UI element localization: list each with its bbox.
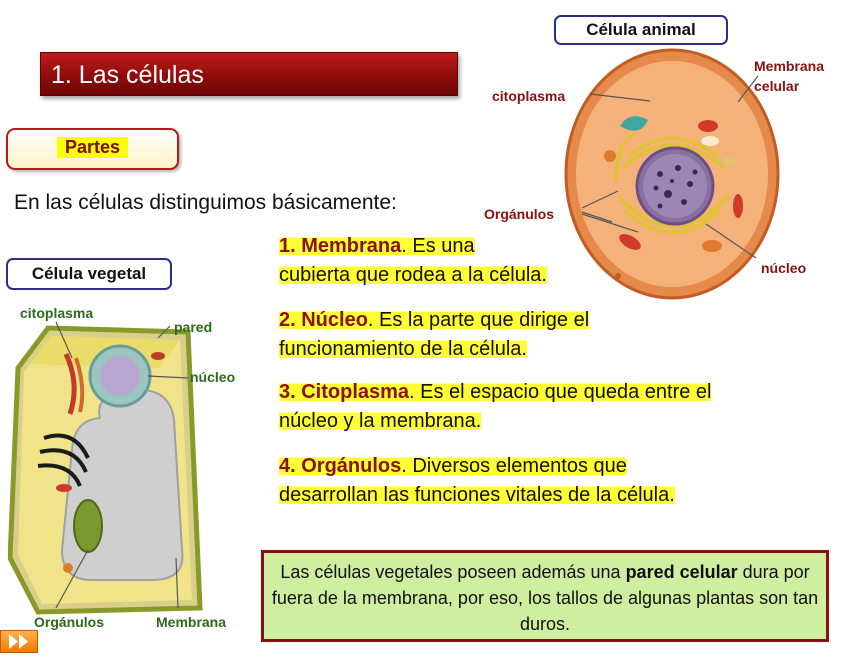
animal-nucleo-label: núcleo [761, 260, 807, 276]
item-organulos [279, 452, 675, 510]
animal-cell-label: Célula animal [554, 15, 728, 45]
next-slide-button[interactable] [0, 630, 38, 653]
next-arrow-icon [1, 631, 37, 652]
item-text: núcleo y la membrana. [279, 410, 482, 432]
plant-nucleo-label: núcleo [190, 369, 236, 385]
plant-organulos-label: Orgánulos [34, 614, 105, 630]
partes-label-box [6, 128, 179, 170]
intro-text: En las células distinguimos básicamente: [14, 191, 397, 214]
item-membrana [279, 232, 547, 290]
animal-membrana-label-2: celular [754, 78, 800, 94]
item-term: 3. Citoplasma [279, 381, 410, 403]
note-text-1: Las células vegetales poseen además una [280, 562, 626, 582]
item-nucleo [279, 306, 589, 364]
plant-pared-label: pared [174, 319, 213, 335]
plant-cell-label: Célula vegetal [6, 258, 172, 290]
item-text: cubierta que rodea a la célula. [279, 264, 547, 286]
animal-membrana-label: Membrana [754, 58, 825, 74]
item-citoplasma [279, 378, 711, 436]
page-title: 1. Las células [40, 52, 458, 96]
plant-citoplasma-label: citoplasma [20, 305, 94, 321]
note-text-2: dura por fuera de la membrana, por eso, los tallos de algunas plantas son tan duros. [271, 562, 819, 634]
item-term: 2. Núcleo [279, 309, 368, 331]
partes-label: Partes [57, 137, 128, 158]
item-text: . Diversos elementos que [401, 455, 627, 477]
animal-citoplasma-label: citoplasma [492, 88, 566, 104]
note-bold-term: pared celular [625, 562, 738, 582]
item-text: funcionamiento de la célula. [279, 338, 527, 360]
plant-membrana-label: Membrana [156, 614, 227, 630]
info-note-box [261, 550, 829, 642]
animal-organulos-label: Orgánulos [484, 206, 555, 222]
item-text: desarrollan las funciones vitales de la célula. [279, 484, 675, 506]
item-text: . Es una [401, 235, 475, 257]
item-text: . Es la parte que dirige el [367, 309, 590, 331]
item-text: . Es el espacio que queda entre el [409, 381, 712, 403]
item-term: 1. Membrana [279, 235, 402, 257]
plant-cell-illustration [8, 318, 208, 618]
item-term: 4. Orgánulos [279, 455, 402, 477]
